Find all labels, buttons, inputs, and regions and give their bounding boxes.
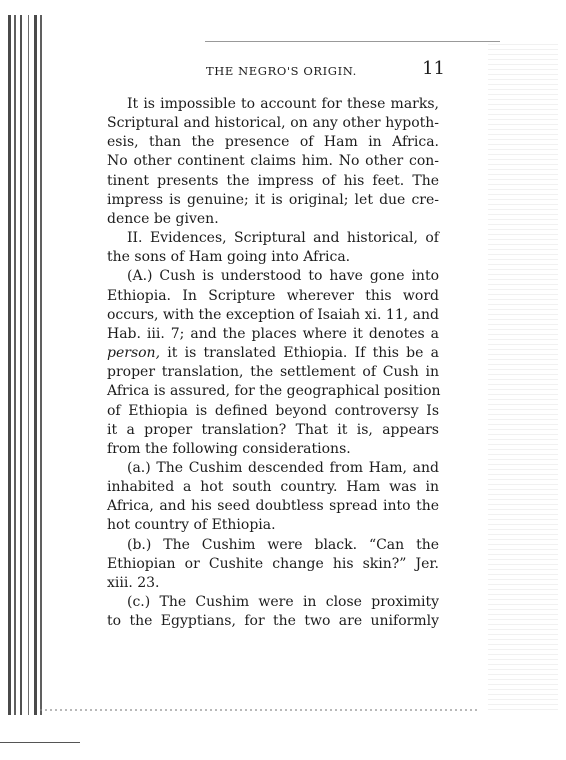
text-line: tinent presents the impress of his feet. The (107, 172, 439, 189)
bottom-edge-noise (40, 709, 480, 711)
header-rule (205, 41, 500, 42)
text-line: Hab. iii. 7; and the places where it denotes a (107, 325, 439, 342)
text-line: (A.) Cush is understood to have gone into (127, 268, 439, 285)
text-line: Ethiopian or Cushite change his skin?” Jer. (107, 555, 439, 572)
text-line: xiii. 23. (107, 574, 160, 591)
text-line: Africa is assured, for the geographical position (107, 383, 441, 400)
text-line: it a proper translation? That it is, appears (107, 421, 439, 438)
text-line: esis, than the presence of Ham in Africa. (107, 134, 439, 151)
emphasis-text: person, (107, 345, 161, 362)
text-line: proper translation, the settlement of Cush in (107, 364, 439, 381)
text-line: Ethiopia. In Scripture wherever this word (107, 287, 439, 304)
text-line: from the following considerations. (107, 440, 351, 457)
text-line: person, it is translated Ethiopia. If this be a (107, 345, 439, 362)
text-line: (b.) The Cushim were black. “Can the (127, 536, 439, 553)
text-line: No other continent claims him. No other con- (107, 153, 439, 170)
text-line: Scriptural and historical, on any other hypoth- (107, 115, 439, 132)
page-header (200, 58, 445, 82)
text-line: hot country of Ethiopia. (107, 517, 276, 534)
text-line: (c.) The Cushim were in close proximity (127, 594, 439, 611)
text-line: It is impossible to account for these marks, (127, 96, 439, 112)
page-number: 11 (422, 58, 445, 79)
text-line: to the Egyptians, for the two are uniformly (107, 613, 439, 630)
bottom-margin-mark (0, 742, 80, 743)
text-line: II. Evidences, Scriptural and historical, of (127, 230, 439, 247)
text-line: Africa, and his seed doubtless spread into the (107, 498, 439, 515)
text-line: occurs, with the exception of Isaiah xi. 11, and (107, 306, 439, 323)
page-edge-noise (488, 40, 558, 710)
book-spine-shadow (8, 15, 42, 715)
text-line: inhabited a hot south country. Ham was in (107, 479, 439, 496)
text-line: (a.) The Cushim descended from Ham, and (127, 459, 439, 476)
body-text (107, 95, 439, 631)
text-line: impress is genuine; it is original; let due cre- (107, 191, 439, 208)
text-line: of Ethiopia is defined beyond controversy Is (107, 402, 439, 419)
text-line: the sons of Ham going into Africa. (107, 249, 351, 266)
text-line: dence be given. (107, 210, 219, 227)
running-head: THE NEGRO'S ORIGIN. (206, 64, 357, 78)
